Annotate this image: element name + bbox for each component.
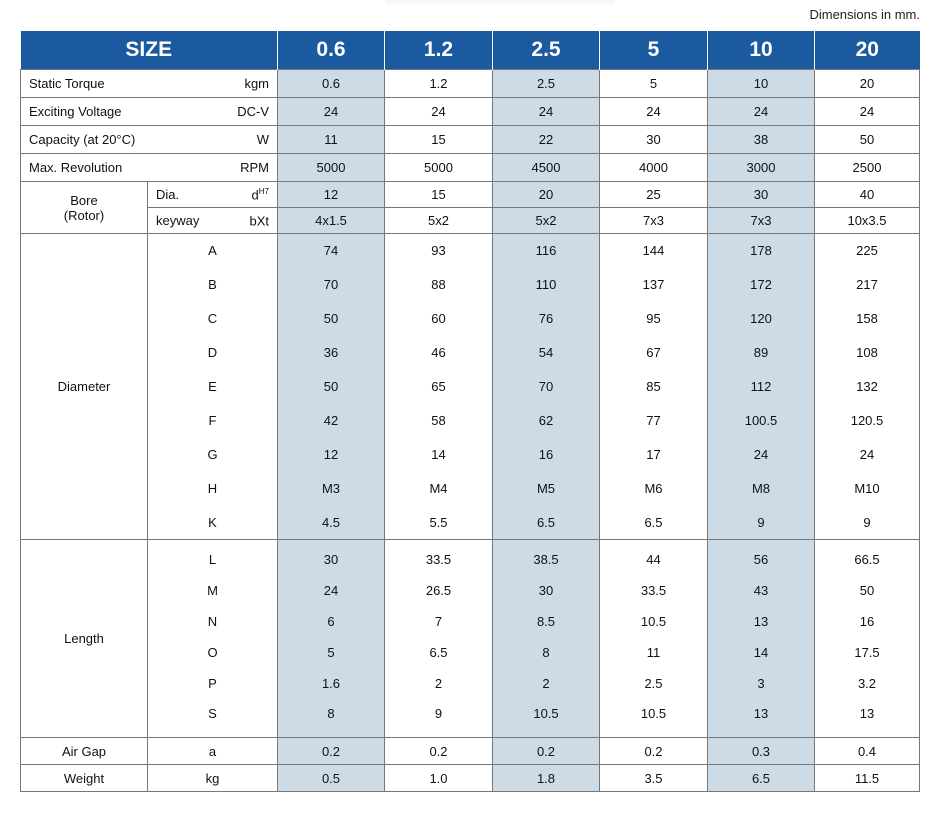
table-cell: M10 bbox=[815, 472, 920, 506]
table-cell: 24 bbox=[600, 98, 708, 126]
row-unit: W bbox=[256, 132, 269, 147]
table-cell: 5 bbox=[278, 637, 385, 668]
table-cell: 50 bbox=[278, 370, 385, 404]
table-cell: 217 bbox=[815, 268, 920, 302]
table-cell: 24 bbox=[815, 438, 920, 472]
table-cell: 15 bbox=[385, 182, 493, 208]
table-cell: 42 bbox=[278, 404, 385, 438]
table-cell: 132 bbox=[815, 370, 920, 404]
header-row bbox=[21, 31, 920, 70]
table-cell: 24 bbox=[278, 575, 385, 606]
table-cell: 11.5 bbox=[815, 765, 920, 792]
table-cell: 26.5 bbox=[385, 575, 493, 606]
table-cell: 8 bbox=[493, 637, 600, 668]
table-cell: 77 bbox=[600, 404, 708, 438]
table-cell: 1.6 bbox=[278, 668, 385, 699]
table-cell: 0.3 bbox=[708, 738, 815, 765]
table-cell: 66.5 bbox=[815, 540, 920, 575]
table-cell: 16 bbox=[493, 438, 600, 472]
table-cell: 10.5 bbox=[600, 699, 708, 738]
table-cell: 20 bbox=[493, 182, 600, 208]
table-cell: 6.5 bbox=[600, 506, 708, 540]
table-row bbox=[21, 738, 920, 765]
table-row bbox=[21, 70, 920, 98]
table-cell: 24 bbox=[708, 98, 815, 126]
diameter-key: F bbox=[148, 404, 278, 438]
row-label: Exciting Voltage bbox=[29, 104, 122, 119]
table-cell: 30 bbox=[600, 126, 708, 154]
length-key: S bbox=[148, 699, 278, 738]
table-cell: 33.5 bbox=[385, 540, 493, 575]
bore-subrow-label bbox=[148, 182, 278, 208]
table-cell: 0.2 bbox=[278, 738, 385, 765]
size-col-header: 10 bbox=[708, 31, 815, 70]
table-row bbox=[21, 370, 920, 404]
table-cell: 10.5 bbox=[600, 606, 708, 637]
table-row bbox=[21, 438, 920, 472]
table-cell: 2.5 bbox=[600, 668, 708, 699]
dimensions-note: Dimensions in mm. bbox=[809, 7, 920, 22]
table-row bbox=[21, 637, 920, 668]
table-cell: 10.5 bbox=[493, 699, 600, 738]
table-cell: 7 bbox=[385, 606, 493, 637]
size-col-header: 2.5 bbox=[493, 31, 600, 70]
table-cell: 4000 bbox=[600, 154, 708, 182]
spec-table bbox=[20, 31, 920, 792]
table-cell: M4 bbox=[385, 472, 493, 506]
table-cell: 7x3 bbox=[708, 208, 815, 234]
table-row bbox=[21, 606, 920, 637]
table-cell: 76 bbox=[493, 302, 600, 336]
table-cell: 3000 bbox=[708, 154, 815, 182]
table-cell: 3.2 bbox=[815, 668, 920, 699]
table-cell: 14 bbox=[708, 637, 815, 668]
diameter-key: C bbox=[148, 302, 278, 336]
table-cell: 8.5 bbox=[493, 606, 600, 637]
table-cell: 5.5 bbox=[385, 506, 493, 540]
table-cell: 172 bbox=[708, 268, 815, 302]
table-cell: 67 bbox=[600, 336, 708, 370]
table-row bbox=[21, 302, 920, 336]
length-key: L bbox=[148, 540, 278, 575]
table-cell: 62 bbox=[493, 404, 600, 438]
row-label-cell bbox=[21, 70, 278, 98]
diameter-group-label: Diameter bbox=[21, 234, 148, 540]
table-cell: 13 bbox=[708, 606, 815, 637]
bore-unit bbox=[252, 187, 269, 202]
table-cell: 22 bbox=[493, 126, 600, 154]
bore-unit bbox=[249, 213, 269, 228]
table-cell: 3.5 bbox=[600, 765, 708, 792]
table-cell: 40 bbox=[815, 182, 920, 208]
bore-label: Bore bbox=[70, 192, 98, 208]
row-label: Static Torque bbox=[29, 76, 105, 91]
table-cell: 9 bbox=[815, 506, 920, 540]
table-cell: 9 bbox=[708, 506, 815, 540]
table-cell: 70 bbox=[493, 370, 600, 404]
table-cell: 65 bbox=[385, 370, 493, 404]
table-cell: 3 bbox=[708, 668, 815, 699]
table-row bbox=[21, 506, 920, 540]
table-cell: 2500 bbox=[815, 154, 920, 182]
table-cell: M5 bbox=[493, 472, 600, 506]
row-label: Air Gap bbox=[21, 738, 148, 765]
size-col-header: 0.6 bbox=[278, 31, 385, 70]
table-cell: 5 bbox=[600, 70, 708, 98]
bore-group-label bbox=[21, 182, 148, 234]
table-cell: 24 bbox=[815, 98, 920, 126]
table-cell: M6 bbox=[600, 472, 708, 506]
table-cell: 10x3.5 bbox=[815, 208, 920, 234]
table-cell: 50 bbox=[278, 302, 385, 336]
table-cell: 13 bbox=[708, 699, 815, 738]
row-label-cell bbox=[21, 98, 278, 126]
table-cell: 12 bbox=[278, 182, 385, 208]
table-row bbox=[21, 126, 920, 154]
table-cell: 6 bbox=[278, 606, 385, 637]
table-cell: 100.5 bbox=[708, 404, 815, 438]
table-cell: 95 bbox=[600, 302, 708, 336]
table-cell: 120.5 bbox=[815, 404, 920, 438]
row-label: Max. Revolution bbox=[29, 160, 123, 175]
table-cell: 25 bbox=[600, 182, 708, 208]
table-cell: 58 bbox=[385, 404, 493, 438]
table-cell: 108 bbox=[815, 336, 920, 370]
table-row bbox=[21, 472, 920, 506]
bore-unit-sup: H7 bbox=[258, 186, 269, 196]
table-cell: 24 bbox=[278, 98, 385, 126]
top-shadow bbox=[385, 0, 615, 6]
table-cell: 112 bbox=[708, 370, 815, 404]
size-header: SIZE bbox=[21, 31, 278, 70]
row-label: Weight bbox=[21, 765, 148, 792]
table-cell: 120 bbox=[708, 302, 815, 336]
table-cell: 12 bbox=[278, 438, 385, 472]
table-cell: 144 bbox=[600, 234, 708, 268]
table-cell: 85 bbox=[600, 370, 708, 404]
table-cell: 0.2 bbox=[493, 738, 600, 765]
table-cell: 5000 bbox=[278, 154, 385, 182]
length-key: P bbox=[148, 668, 278, 699]
diameter-key: K bbox=[148, 506, 278, 540]
table-cell: 6.5 bbox=[493, 506, 600, 540]
table-cell: 30 bbox=[278, 540, 385, 575]
table-cell: 11 bbox=[600, 637, 708, 668]
table-cell: 7x3 bbox=[600, 208, 708, 234]
table-cell: 38 bbox=[708, 126, 815, 154]
row-unit: kgm bbox=[244, 76, 269, 91]
table-cell: 6.5 bbox=[708, 765, 815, 792]
table-row bbox=[21, 234, 920, 268]
length-key: O bbox=[148, 637, 278, 668]
bore-sublabel: (Rotor) bbox=[63, 207, 105, 223]
table-cell: 50 bbox=[815, 575, 920, 606]
table-cell: 56 bbox=[708, 540, 815, 575]
table-cell: 178 bbox=[708, 234, 815, 268]
table-cell: 93 bbox=[385, 234, 493, 268]
table-cell: 9 bbox=[385, 699, 493, 738]
table-cell: 89 bbox=[708, 336, 815, 370]
table-cell: 33.5 bbox=[600, 575, 708, 606]
table-cell: 5x2 bbox=[493, 208, 600, 234]
table-row bbox=[21, 268, 920, 302]
table-cell: 4x1.5 bbox=[278, 208, 385, 234]
table-cell: 110 bbox=[493, 268, 600, 302]
table-cell: 8 bbox=[278, 699, 385, 738]
table-row bbox=[21, 575, 920, 606]
table-cell: 43 bbox=[708, 575, 815, 606]
bore-sub: keyway bbox=[156, 212, 200, 228]
table-cell: 137 bbox=[600, 268, 708, 302]
table-row bbox=[21, 98, 920, 126]
table-cell: 225 bbox=[815, 234, 920, 268]
table-cell: 0.6 bbox=[278, 70, 385, 98]
row-unit: RPM bbox=[240, 160, 269, 175]
table-cell: 70 bbox=[278, 268, 385, 302]
table-cell: 0.2 bbox=[600, 738, 708, 765]
table-cell: M8 bbox=[708, 472, 815, 506]
bore-sub: Dia. bbox=[156, 186, 180, 202]
table-cell: 38.5 bbox=[493, 540, 600, 575]
table-cell: 46 bbox=[385, 336, 493, 370]
table-cell: 1.8 bbox=[493, 765, 600, 792]
bore-subrow-label bbox=[148, 208, 278, 234]
length-key: N bbox=[148, 606, 278, 637]
diameter-key: A bbox=[148, 234, 278, 268]
table-cell: 16 bbox=[815, 606, 920, 637]
diameter-key: E bbox=[148, 370, 278, 404]
table-cell: 11 bbox=[278, 126, 385, 154]
table-cell: M3 bbox=[278, 472, 385, 506]
row-label-cell bbox=[21, 154, 278, 182]
table-cell: 30 bbox=[708, 182, 815, 208]
table-cell: 1.2 bbox=[385, 70, 493, 98]
table-cell: 4.5 bbox=[278, 506, 385, 540]
bore-unit-text: d bbox=[251, 187, 259, 203]
size-col-header: 1.2 bbox=[385, 31, 493, 70]
size-col-header: 5 bbox=[600, 31, 708, 70]
table-cell: 60 bbox=[385, 302, 493, 336]
table-row bbox=[21, 668, 920, 699]
table-cell: 4500 bbox=[493, 154, 600, 182]
table-cell: 5000 bbox=[385, 154, 493, 182]
table-cell: 2 bbox=[493, 668, 600, 699]
length-key: M bbox=[148, 575, 278, 606]
table-cell: 24 bbox=[493, 98, 600, 126]
bore-unit-text: bXt bbox=[249, 213, 269, 229]
table-row bbox=[21, 699, 920, 738]
table-cell: 1.0 bbox=[385, 765, 493, 792]
table-cell: 24 bbox=[708, 438, 815, 472]
row-label-cell bbox=[21, 126, 278, 154]
size-col-header: 20 bbox=[815, 31, 920, 70]
table-cell: 74 bbox=[278, 234, 385, 268]
table-cell: 0.2 bbox=[385, 738, 493, 765]
table-cell: 20 bbox=[815, 70, 920, 98]
diameter-key: B bbox=[148, 268, 278, 302]
table-cell: 116 bbox=[493, 234, 600, 268]
table-row bbox=[21, 540, 920, 575]
table-cell: 2.5 bbox=[493, 70, 600, 98]
diameter-key: D bbox=[148, 336, 278, 370]
table-cell: 30 bbox=[493, 575, 600, 606]
table-cell: 14 bbox=[385, 438, 493, 472]
table-cell: 0.5 bbox=[278, 765, 385, 792]
table-cell: 5x2 bbox=[385, 208, 493, 234]
table-row bbox=[21, 182, 920, 208]
diameter-key: H bbox=[148, 472, 278, 506]
table-row bbox=[21, 208, 920, 234]
diameter-key: G bbox=[148, 438, 278, 472]
table-cell: 88 bbox=[385, 268, 493, 302]
length-group-label: Length bbox=[21, 540, 148, 738]
table-cell: 50 bbox=[815, 126, 920, 154]
table-cell: 6.5 bbox=[385, 637, 493, 668]
table-cell: 36 bbox=[278, 336, 385, 370]
table-row bbox=[21, 336, 920, 370]
table-cell: 54 bbox=[493, 336, 600, 370]
table-body bbox=[21, 70, 920, 792]
table-cell: 44 bbox=[600, 540, 708, 575]
row-unit: kg bbox=[148, 765, 278, 792]
table-cell: 10 bbox=[708, 70, 815, 98]
table-cell: 0.4 bbox=[815, 738, 920, 765]
table-row bbox=[21, 154, 920, 182]
table-cell: 13 bbox=[815, 699, 920, 738]
table-cell: 15 bbox=[385, 126, 493, 154]
table-cell: 158 bbox=[815, 302, 920, 336]
row-label: Capacity (at 20°C) bbox=[29, 132, 136, 147]
table-cell: 24 bbox=[385, 98, 493, 126]
table-cell: 17.5 bbox=[815, 637, 920, 668]
row-unit: DC-V bbox=[237, 104, 269, 119]
table-cell: 17 bbox=[600, 438, 708, 472]
table-row bbox=[21, 765, 920, 792]
row-unit: a bbox=[148, 738, 278, 765]
table-cell: 2 bbox=[385, 668, 493, 699]
table-row bbox=[21, 404, 920, 438]
